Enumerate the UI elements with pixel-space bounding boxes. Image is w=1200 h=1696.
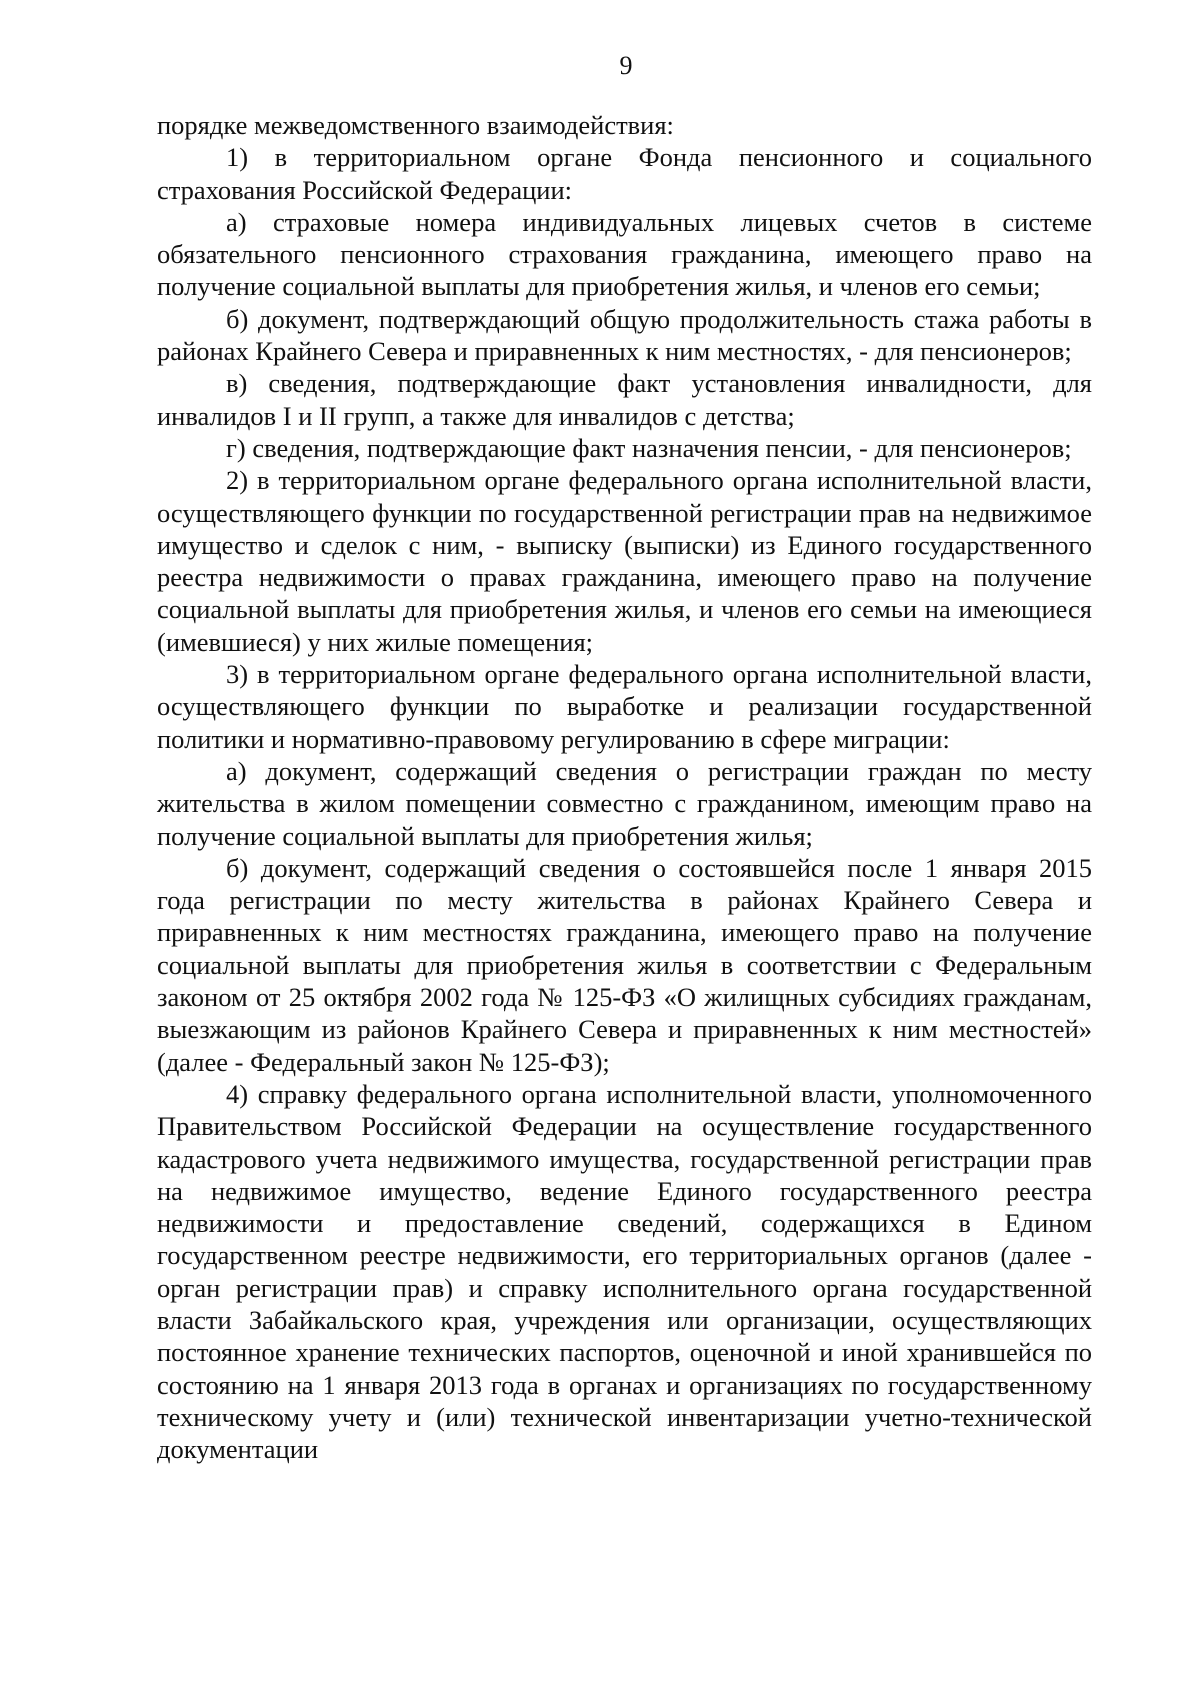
paragraph: 3) в территориальном органе федерального органа исполнительной власти, осуществляющего функции по выработке и реализации государственной политики и нормативно-правовому регулированию в сфере миграции:	[157, 659, 1092, 754]
paragraph: порядке межведомственного взаимодействия:	[157, 110, 674, 140]
document-body	[157, 109, 1092, 1465]
page-number: 9	[619, 51, 633, 80]
paragraph: б) документ, содержащий сведения о состоявшейся после 1 января 2015 года регистрации по месту жительства в районах Крайнего Севера и приравненных к ним местностях гражданина, имеющего право на получение социальной выплаты для приобретения жилья в соответствии с Федеральным законом от 25 октября 2002 года № 125-ФЗ «О жилищных субсидиях гражданам, выезжающим из районов Крайнего Севера и приравненных к ним местностей» (далее - Федеральный закон № 125-ФЗ);	[157, 852, 1092, 1077]
paragraph: 4) справку федерального органа исполнительной власти, уполномоченного Правительством Российской Федерации на осуществление государственного кадастрового учета недвижимого имущества, государственной регистрации прав на недвижимое имущество, ведение Единого государственного реестра недвижимости и предоставление сведений, содержащихся в Едином государственном реестре недвижимости, его территориальных органов (далее - орган регистрации прав) и справку исполнительного органа государственной власти Забайкальского края, учреждения или организации, осуществляющих постоянное хранение технических паспортов, оценочной и иной хранившейся по состоянию на 1 января 2013 года в органах и организациях по государственному техническому учету и (или) технической инвентаризации учетно-технической документации	[157, 1078, 1092, 1465]
paragraph: г) сведения, подтверждающие факт назначения пенсии, - для пенсионеров;	[226, 432, 1072, 463]
paragraph: а) страховые номера индивидуальных лицевых счетов в системе обязательного пенсионного страхования гражданина, имеющего право на получение социальной выплаты для приобретения жилья, и членов его семьи;	[157, 206, 1092, 302]
paragraph: б) документ, подтверждающий общую продолжительность стажа работы в районах Крайнего Севера и приравненных к ним местностях, - для пенсионеров;	[157, 303, 1092, 367]
paragraph: 2) в территориальном органе федерального органа исполнительной власти, осуществляющего функции по государственной регистрации прав на недвижимое имущество и сделок с ним, - выписку (выписки) из Единого государственного реестра недвижимости о правах гражданина, имеющего право на получение социальной выплаты для приобретения жилья, и членов его семьи на имеющиеся (имевшиеся) у них жилые помещения;	[157, 465, 1092, 657]
paragraph: в) сведения, подтверждающие факт установления инвалидности, для инвалидов I и II групп, а также для инвалидов с детства;	[157, 368, 1092, 431]
paragraph: а) документ, содержащий сведения о регистрации граждан по месту жительства в жилом помещении совместно с гражданином, имеющим право на получение социальной выплаты для приобретения жилья;	[157, 755, 1092, 851]
paragraph: 1) в территориальном органе Фонда пенсионного и социального страхования Российской Федерации:	[157, 142, 1092, 205]
